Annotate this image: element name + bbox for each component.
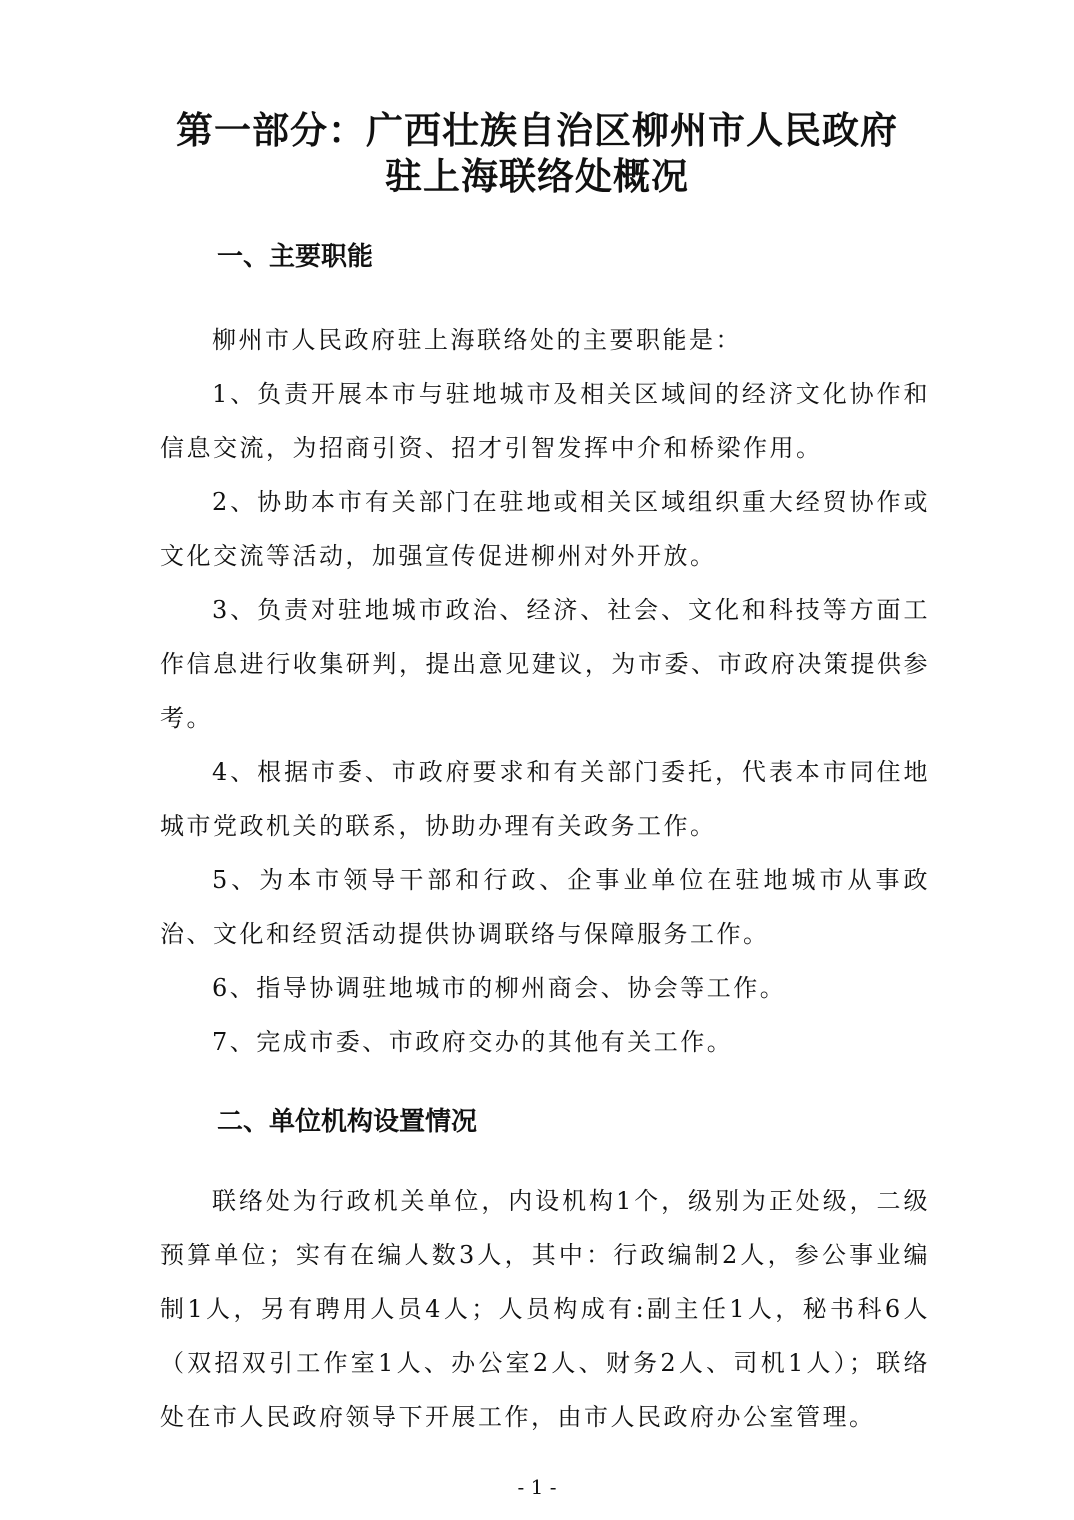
function-item-7: 7、完成市委、市政府交办的其他有关工作。 [212, 1028, 734, 1056]
function-item-1: 1、负责开展本市与驻地城市及相关区域间的经济文化协作和信息交流，为招商引资、招才引智发挥中介和桥梁作用。 [160, 380, 930, 462]
document-title-line-2: 驻上海联络处概况 [385, 155, 689, 198]
organization-paragraph: 联络处为行政机关单位，内设机构1个，级别为正处级，二级预算单位；实有在编人数3人，其中：行政编制2人，参公事业编制1人，另有聘用人员4人；人员构成有:副主任1人，秘书科6人（双招双引工作室1人、办公室2人、财务2人、司机1人）；联络处在市人民政府领导下开展工作，由市人民政府办公室管理。 [160, 1187, 930, 1431]
function-item-4: 4、根据市委、市政府要求和有关部门委托，代表本市同住地城市党政机关的联系，协助办理有关政务工作。 [160, 758, 930, 840]
section-heading-main-functions: 一、主要职能 [217, 242, 374, 272]
document-title-line-1: 第一部分：广西壮族自治区柳州市人民政府 [176, 109, 898, 152]
function-item-6: 6、指导协调驻地城市的柳州商会、协会等工作。 [212, 974, 787, 1002]
function-item-5: 5、为本市领导干部和行政、企事业单位在驻地城市从事政治、文化和经贸活动提供协调联络与保障服务工作。 [160, 866, 930, 948]
page-number: - 1 - [517, 1475, 557, 1499]
function-item-2: 2、协助本市有关部门在驻地或相关区域组织重大经贸协作或文化交流等活动，加强宣传促进柳州对外开放。 [160, 488, 930, 570]
functions-intro-paragraph: 柳州市人民政府驻上海联络处的主要职能是： [212, 326, 742, 354]
function-item-3: 3、负责对驻地城市政治、经济、社会、文化和科技等方面工作信息进行收集研判，提出意见建议，为市委、市政府决策提供参考。 [160, 596, 930, 732]
section-heading-organization: 二、单位机构设置情况 [217, 1107, 478, 1137]
